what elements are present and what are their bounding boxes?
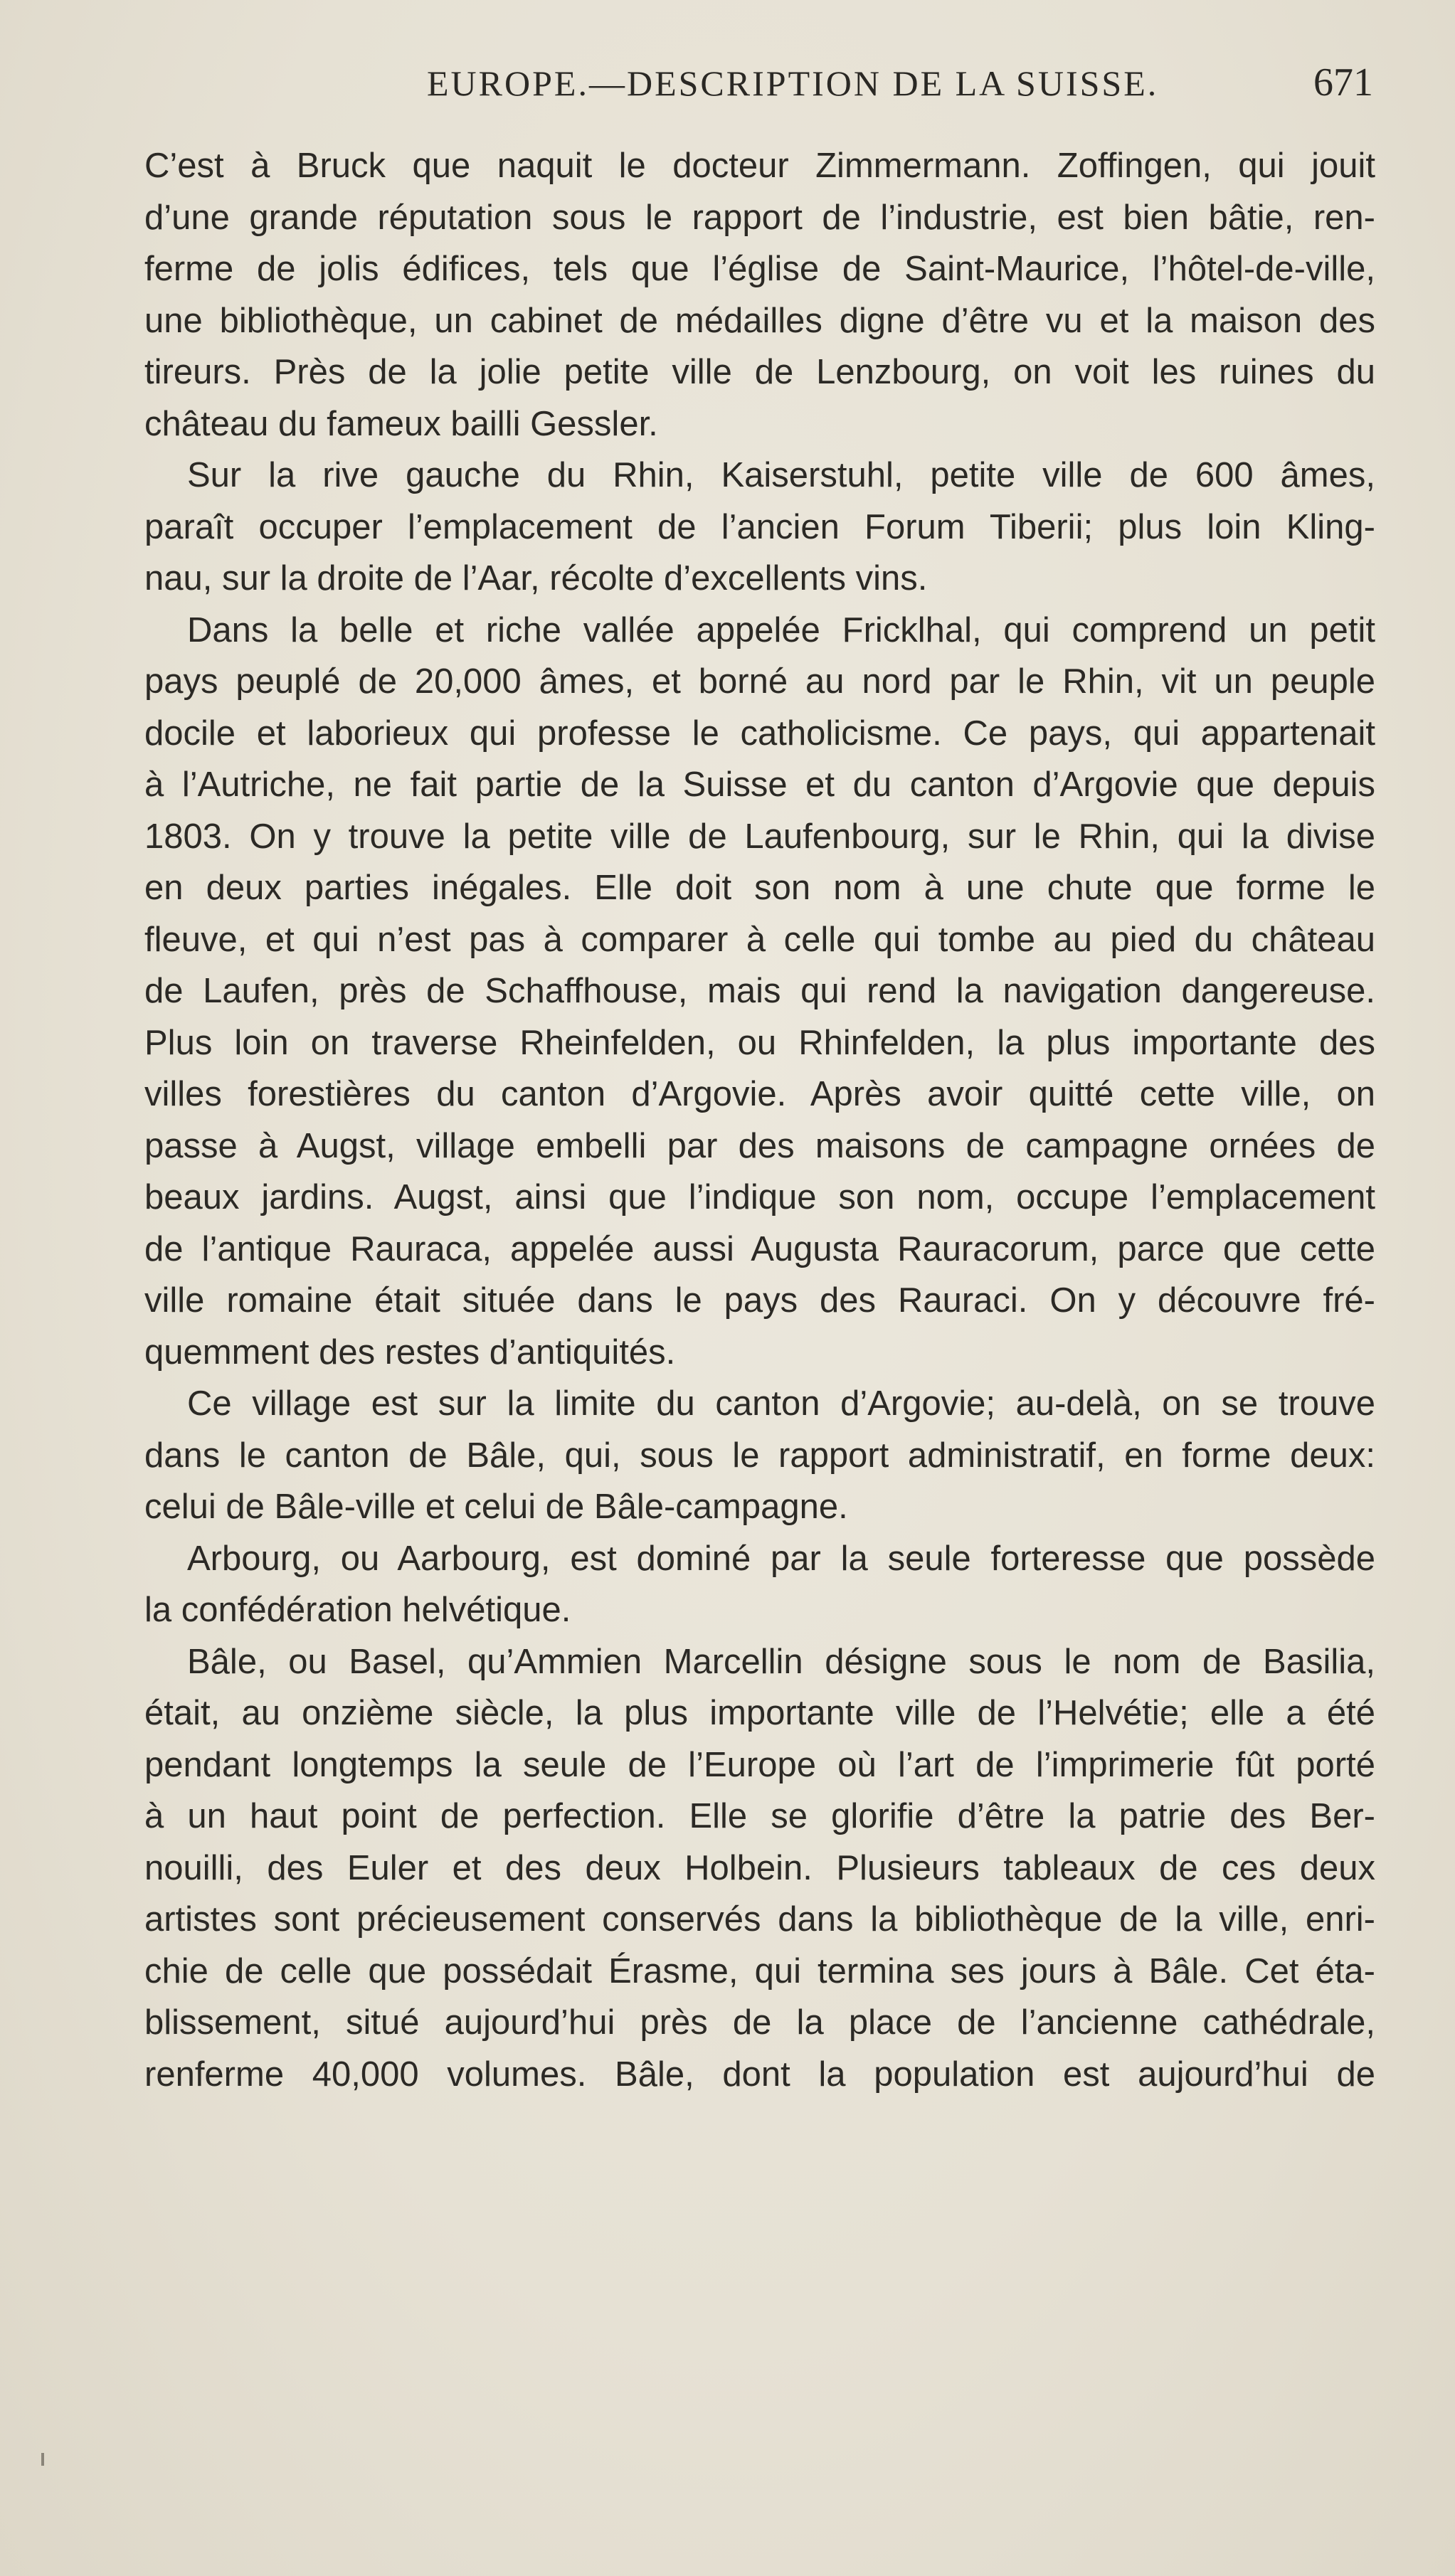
text-line: Arbourg, ou Aarbourg, est dominé par la seule forteresse que possède	[187, 1539, 1375, 1578]
text-line: la confédération helvétique.	[144, 1591, 571, 1629]
text-line: en deux parties inégales. Elle doit son nom à une chute que forme le	[144, 869, 1375, 907]
text-line: quemment des restes d’antiquités.	[144, 1332, 676, 1372]
text-line: Bâle, ou Basel, qu’Ammien Marcellin désigne sous le nom de Basilia,	[187, 1642, 1375, 1681]
text-line: pendant longtemps la seule de l’Europe où l’art de l’imprimerie fût porté	[144, 1745, 1375, 1784]
text-line: docile et laborieux qui professe le catholicisme. Ce pays, qui appartenait	[144, 714, 1375, 753]
text-line: Ce village est sur la limite du canton d’Argovie; au-delà, on se trouve	[187, 1384, 1375, 1423]
text-line: artistes sont précieusement conservés dans la bibliothèque de la ville, enri-	[144, 1900, 1375, 1939]
text-line: était, au onzième siècle, la plus importante ville de l’Helvétie; elle a été	[144, 1694, 1375, 1732]
text-line: à un haut point de perfection. Elle se glorifie d’être la patrie des Ber-	[144, 1797, 1375, 1835]
text-line: renferme 40,000 volumes. Bâle, dont la population est aujourd’hui de	[144, 2055, 1375, 2094]
text-line: Sur la rive gauche du Rhin, Kaiserstuhl, petite ville de 600 âmes,	[187, 456, 1375, 494]
text-line: 1803. On y trouve la petite ville de Laufenbourg, sur le Rhin, qui la divise	[144, 817, 1375, 856]
text-line: ferme de jolis édifices, tels que l’église de Saint-Maurice, l’hôtel-de-ville,	[144, 250, 1375, 288]
text-line: Plus loin on traverse Rheinfelden, ou Rhinfelden, la plus importante des	[144, 1023, 1375, 1062]
text-line: nau, sur la droite de l’Aar, récolte d’excellents vins.	[144, 559, 928, 598]
text-line: blissement, situé aujourd’hui près de la place de l’ancienne cathédrale,	[144, 2003, 1375, 2042]
text-line: paraît occuper l’emplacement de l’ancien Forum Tiberii; plus loin Kling-	[144, 507, 1375, 546]
text-line: chie de celle que possédait Érasme, qui termina ses jours à Bâle. Cet éta-	[144, 1951, 1375, 1991]
text-line: une bibliothèque, un cabinet de médailles digne d’être vu et la maison des	[144, 301, 1375, 340]
text-line: à l’Autriche, ne fait partie de la Suisse et du canton d’Argovie que depuis	[144, 765, 1375, 804]
text-line: château du fameux bailli Gessler.	[144, 404, 658, 443]
text-line: C’est à Bruck que naquit le docteur Zimmermann. Zoffingen, qui jouit	[144, 147, 1375, 185]
margin-mark	[41, 2453, 44, 2466]
text-line: celui de Bâle-ville et celui de Bâle-campagne.	[144, 1488, 848, 1526]
text-line: nouilli, des Euler et des deux Holbein. Plusieurs tableaux de ces deux	[144, 1848, 1375, 1887]
text-line: de l’antique Rauraca, appelée aussi Augusta Rauracorum, parce que cette	[144, 1229, 1375, 1268]
text-line: pays peuplé de 20,000 âmes, et borné au nord par le Rhin, vit un peuple	[144, 662, 1375, 701]
page-number: 671	[1313, 60, 1373, 105]
text-line: Dans la belle et riche vallée appelée Fricklhal, qui comprend un petit	[187, 610, 1375, 650]
text-line: beaux jardins. Augst, ainsi que l’indique son nom, occupe l’emplacement	[144, 1178, 1375, 1217]
body-text	[144, 140, 1375, 2100]
text-line: passe à Augst, village embelli par des maisons de campagne ornées de	[144, 1126, 1375, 1165]
text-line: villes forestières du canton d’Argovie. Après avoir quitté cette ville, on	[144, 1075, 1375, 1113]
text-line: d’une grande réputation sous le rapport de l’industrie, est bien bâtie, ren-	[144, 198, 1375, 237]
text-line: ville romaine était située dans le pays des Rauraci. On y découvre fré-	[144, 1281, 1375, 1320]
text-line: tireurs. Près de la jolie petite ville de Lenzbourg, on voit les ruines du	[144, 353, 1375, 391]
text-line: de Laufen, près de Schaffhouse, mais qui rend la navigation dangereuse.	[144, 972, 1375, 1010]
text-line: fleuve, et qui n’est pas à comparer à celle qui tombe au pied du château	[144, 920, 1375, 959]
text-line: dans le canton de Bâle, qui, sous le rapport administratif, en forme deux:	[144, 1436, 1375, 1475]
running-title: EUROPE.—DESCRIPTION DE LA SUISSE.	[427, 63, 1159, 103]
running-head	[142, 60, 1373, 112]
